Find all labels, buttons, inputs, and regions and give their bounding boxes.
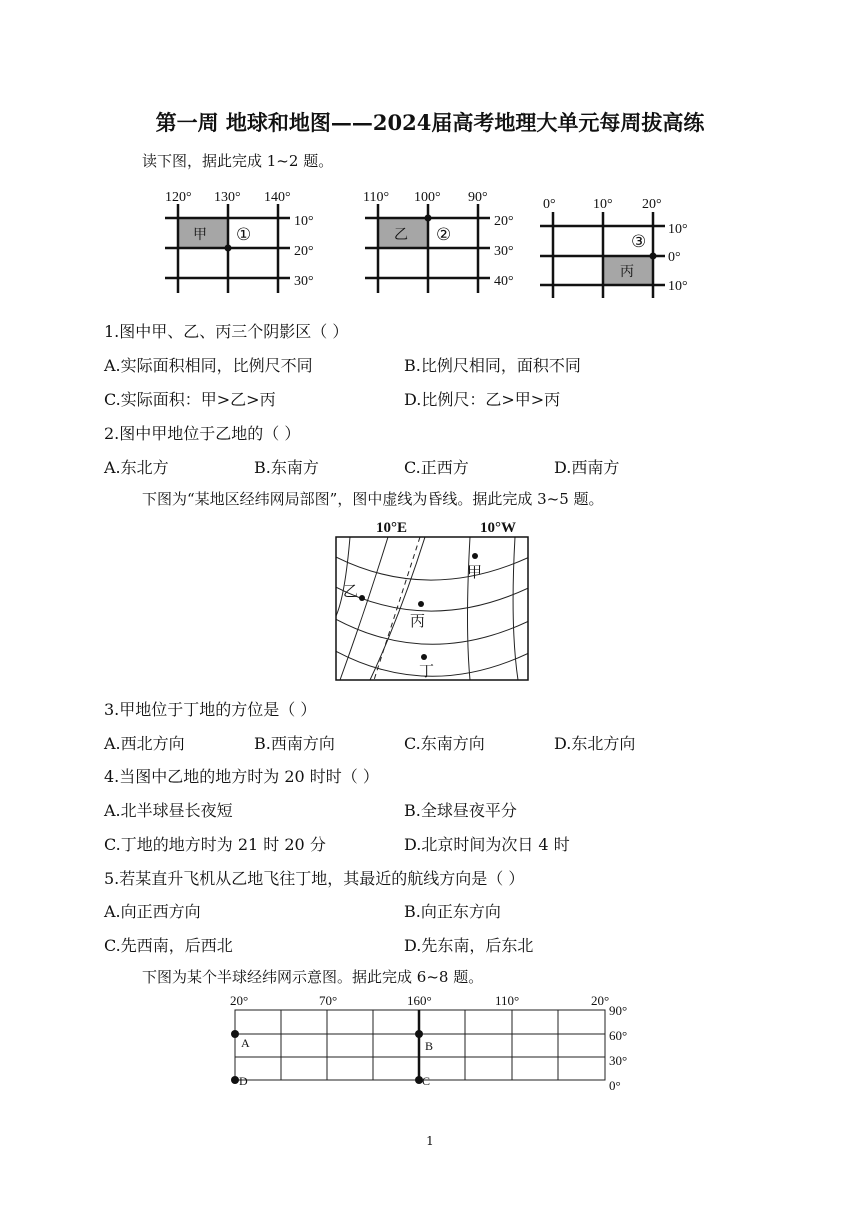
point-jia: 甲 bbox=[467, 565, 483, 581]
grid-3 bbox=[540, 197, 688, 298]
g3-lon-3: 20° bbox=[642, 197, 662, 212]
q3-option-b: B.西南方向 bbox=[254, 734, 335, 753]
g3-mark: ③ bbox=[631, 232, 647, 251]
q3-option-d: D.东北方向 bbox=[554, 734, 636, 753]
point-ding: 丁 bbox=[419, 664, 435, 680]
question-3: 3.甲地位于丁地的方位是（ ） bbox=[104, 700, 317, 719]
figure-grids bbox=[160, 180, 700, 300]
g3-lon-1: 0° bbox=[543, 197, 556, 212]
point-c: C bbox=[422, 1074, 431, 1088]
f3-lon-3: 160° bbox=[407, 993, 432, 1008]
q2-option-a: A.东北方 bbox=[104, 458, 169, 477]
figure-graticule bbox=[330, 516, 530, 686]
lon-label-10e: 10°E bbox=[376, 520, 408, 536]
f3-lat-1: 90° bbox=[609, 1003, 628, 1018]
g3-lat-1: 10° bbox=[668, 222, 688, 237]
g2-mark: ② bbox=[436, 225, 452, 244]
g2-lat-3: 40° bbox=[494, 274, 514, 289]
lon-label-10w: 10°W bbox=[480, 520, 516, 536]
g2-lat-2: 30° bbox=[494, 244, 514, 259]
question-4: 4.当图中乙地的地方时为 20 时时（ ） bbox=[104, 767, 379, 786]
g3-shade-label: 丙 bbox=[620, 265, 634, 280]
q4-option-b: B.全球昼夜平分 bbox=[404, 801, 517, 820]
figure-hemisphere-grid bbox=[225, 990, 645, 1100]
f3-lat-3: 30° bbox=[609, 1053, 628, 1068]
question-5: 5.若某直升飞机从乙地飞往丁地，其最近的航线方向是（ ） bbox=[104, 869, 525, 888]
g2-lon-1: 110° bbox=[363, 190, 390, 205]
f3-lat-2: 60° bbox=[609, 1028, 628, 1043]
q3-option-c: C.东南方向 bbox=[404, 734, 485, 753]
g1-lat-2: 20° bbox=[294, 244, 314, 259]
g1-lon-3: 140° bbox=[264, 190, 291, 205]
q4-option-a: A.北半球昼长夜短 bbox=[104, 801, 233, 820]
point-d: D bbox=[239, 1074, 248, 1088]
q2-option-d: D.西南方 bbox=[554, 458, 620, 477]
q3-option-a: A.西北方向 bbox=[104, 734, 185, 753]
intro-q3-5: 下图为“某地区经纬网局部图”，图中虚线为昏线。据此完成 3~5 题。 bbox=[142, 490, 604, 508]
point-bing: 丙 bbox=[410, 614, 426, 630]
page-title: 第一周 地球和地图——2024届高考地理大单元每周拔高练 bbox=[155, 110, 705, 135]
g3-lon-2: 10° bbox=[593, 197, 613, 212]
g1-lat-1: 10° bbox=[294, 214, 314, 229]
q5-option-d: D.先东南，后东北 bbox=[404, 936, 534, 955]
q5-option-c: C.先西南，后西北 bbox=[104, 936, 233, 955]
intro-q1-2: 读下图，据此完成 1~2 题。 bbox=[142, 152, 334, 170]
question-2: 2.图中甲地位于乙地的（ ） bbox=[104, 424, 301, 443]
q2-option-b: B.东南方 bbox=[254, 458, 319, 477]
question-1: 1.图中甲、乙、丙三个阴影区（ ） bbox=[104, 322, 349, 341]
q5-option-a: A.向正西方向 bbox=[104, 902, 201, 921]
q1-option-a: A.实际面积相同，比例尺不同 bbox=[104, 356, 313, 375]
point-yi: 乙 bbox=[343, 584, 359, 600]
point-a: A bbox=[241, 1036, 250, 1050]
q4-option-c: C.丁地的地方时为 21 时 20 分 bbox=[104, 835, 326, 854]
f3-lon-5: 20° bbox=[591, 993, 610, 1008]
g1-mark: ① bbox=[236, 225, 252, 244]
g1-lat-3: 30° bbox=[294, 274, 314, 289]
g1-lon-1: 120° bbox=[165, 190, 192, 205]
q2-option-c: C.正西方 bbox=[404, 458, 469, 477]
f3-lon-2: 70° bbox=[319, 993, 338, 1008]
f3-lon-1: 20° bbox=[230, 993, 249, 1008]
q1-option-b: B.比例尺相同，面积不同 bbox=[404, 356, 581, 375]
point-b: B bbox=[425, 1039, 434, 1053]
g2-lon-2: 100° bbox=[414, 190, 441, 205]
grid-2 bbox=[363, 190, 514, 293]
g2-lat-1: 20° bbox=[494, 214, 514, 229]
g2-lon-3: 90° bbox=[468, 190, 488, 205]
q4-option-d: D.北京时间为次日 4 时 bbox=[404, 835, 570, 854]
g2-shade-label: 乙 bbox=[394, 228, 408, 243]
f3-lat-4: 0° bbox=[609, 1078, 621, 1093]
g3-lat-3: 10° bbox=[668, 279, 688, 294]
g1-lon-2: 130° bbox=[214, 190, 241, 205]
g3-lat-2: 0° bbox=[668, 250, 681, 265]
g1-shade-label: 甲 bbox=[193, 228, 207, 243]
q1-option-d: D.比例尺：乙>甲>丙 bbox=[404, 390, 561, 409]
q5-option-b: B.向正东方向 bbox=[404, 902, 501, 921]
page-number: 1 bbox=[426, 1134, 434, 1148]
f3-lon-4: 110° bbox=[495, 993, 520, 1008]
q1-option-c: C.实际面积：甲>乙>丙 bbox=[104, 390, 276, 409]
grid-1 bbox=[165, 190, 314, 293]
intro-q6-8: 下图为某个半球经纬网示意图。据此完成 6~8 题。 bbox=[142, 968, 484, 986]
